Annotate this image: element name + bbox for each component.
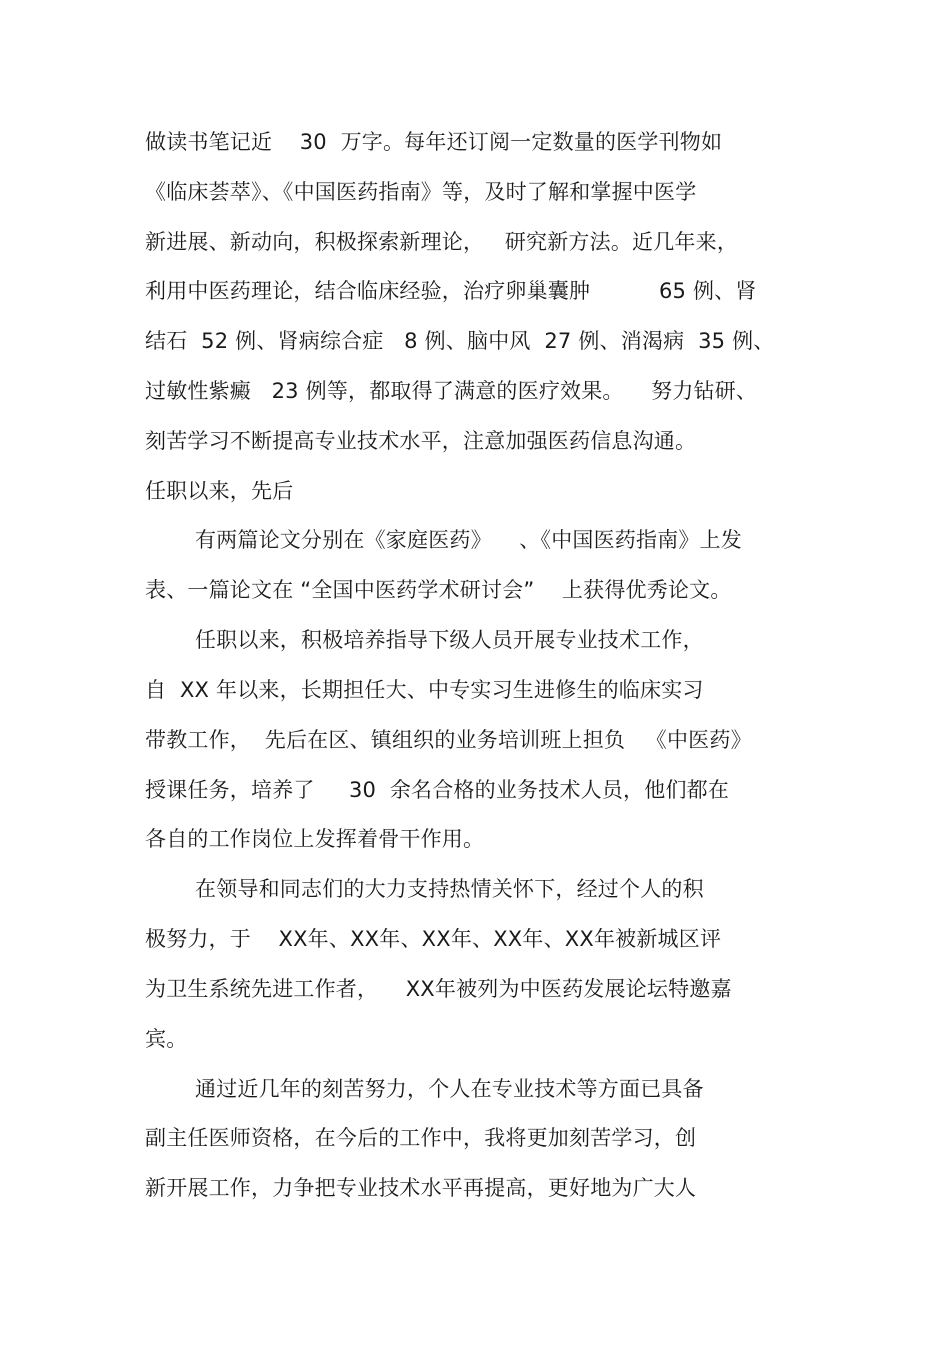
text-line: 授课任务，培养了 30 余名合格的业务技术人员，他们都在: [145, 778, 730, 802]
text-line: 为卫生系统先进工作者， XX年被列为中医药发展论坛特邀嘉: [145, 977, 732, 1001]
text-line: 新开展工作，力争把专业技术水平再提高，更好地为广大人: [145, 1176, 697, 1200]
text-line: 自 XX 年以来，长期担任大、中专实习生进修生的临床实习: [145, 678, 704, 702]
text-line: 各自的工作岗位上发挥着骨干作用。: [145, 827, 485, 851]
text-line: 新进展、新动向，积极探索新理论， 研究新方法。近几年来，: [145, 230, 739, 254]
text-line: 刻苦学习不断提高专业技术水平，注意加强医药信息沟通。: [145, 429, 697, 453]
text-line: 宾。: [145, 1027, 188, 1051]
text-line: 《临床荟萃》、《中国医药指南》等，及时了解和掌握中医学: [145, 180, 697, 204]
text-line: 表、一篇论文在 “全国中医药学术研讨会” 上获得优秀论文。: [145, 578, 732, 602]
text-line: 做读书笔记近 30 万字。每年还订阅一定数量的医学刊物如: [145, 130, 723, 154]
text-line: 任职以来，先后: [145, 479, 294, 503]
text-line: 通过近几年的刻苦努力，个人在专业技术等方面已具备: [195, 1077, 704, 1101]
text-line: 利用中医药理论，结合临床经验，治疗卵巢囊肿 65 例、肾: [145, 279, 757, 303]
text-line: 结石 52 例、肾病综合症 8 例、脑中风 27 例、消渴病 35 例、: [145, 329, 775, 353]
text-line: 任职以来，积极培养指导下级人员开展专业技术工作，: [195, 628, 704, 652]
text-line: 有两篇论文分别在《家庭医药》 、《中国医药指南》上发: [195, 528, 742, 552]
text-line: 极努力，于 XX年、XX年、XX年、XX年、XX年被新城区评: [145, 927, 722, 951]
text-line: 副主任医师资格，在今后的工作中，我将更加刻苦学习，创: [145, 1126, 697, 1150]
text-line: 过敏性紫癜 23 例等，都取得了满意的医疗效果。 努力钻研、: [145, 379, 758, 403]
text-line: 在领导和同志们的大力支持热情关怀下，经过个人的积: [195, 877, 704, 901]
text-line: 带教工作， 先后在区、镇组织的业务培训班上担负 《中医药》: [145, 728, 752, 752]
